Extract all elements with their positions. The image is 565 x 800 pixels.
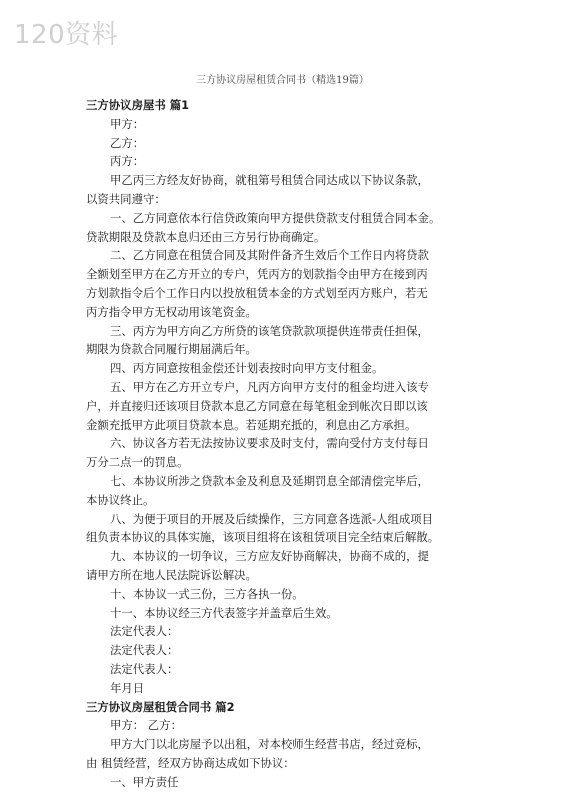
text-line: 丙方： (110, 154, 145, 169)
text-line: 一、甲方责任 (110, 774, 179, 789)
text-line: 组负责本协议的具体实施，该项目组将在该租赁项目完全结束后解散。 (86, 530, 440, 545)
text-line: 十、本协议一式三份，三方各执一份。 (110, 586, 304, 601)
text-line: 乙方： (110, 135, 145, 150)
text-line: 法定代表人： (110, 643, 179, 658)
text-line: 十一、本协议经三方代表签字并盖章后生效。 (110, 605, 338, 620)
text-line: 九、本协议的一切争议，三方应友好协商解决，协商不成的，提 (110, 549, 429, 564)
text-line: 一、乙方同意依本行信贷政策向甲方提供贷款支付租赁合同本金。 (110, 210, 441, 225)
text-line: 由 租赁经营，经双方协商达成如下协议： (86, 755, 295, 770)
text-line: 三、丙方为甲方向乙方所贷的该笔贷款款项提供连带责任担保， (110, 323, 429, 338)
text-line: 六、协议各方若无法按协议要求及时支付，需向受付方支付每日 (110, 436, 429, 451)
watermark-logo: 120资料 (14, 20, 119, 50)
section-heading: 三方协议房屋租赁合同书 篇2 (86, 699, 235, 714)
text-line: 全额划至甲方在乙方开立的专户，凭丙方的划款指令由甲方在接到丙 (86, 267, 428, 282)
text-line: 期限为贷款合同履行期届满后年。 (86, 342, 257, 357)
text-line: 甲方大门以北房屋予以出租，对本校师生经营书店，经过竞标， (110, 737, 429, 752)
text-line: 七、本协议所涉之贷款本金及利息及延期罚息全部清偿完毕后， (110, 473, 429, 488)
text-line: 金额充抵甲方此项目贷款本息。若延期充抵的，利息由乙方承担。 (86, 417, 417, 432)
text-line: 五、甲方在乙方开立专户，凡丙方向甲方支付的租金均进入该专 (110, 379, 429, 394)
text-line: 贷款期限及贷款本息归还由三方另行协商确定。 (86, 229, 326, 244)
text-line: 以资共同遵守： (86, 191, 166, 206)
text-line: 二、乙方同意在租赁合同及其附件备齐生效后个工作日内将贷款 (110, 248, 429, 263)
text-line: 户，并直接归还该项目贷款本息乙方同意在每笔租金到帐次日即以该 (86, 398, 428, 413)
text-line: 本协议终止。 (86, 492, 155, 507)
text-line: 万分二点一的罚息。 (86, 455, 189, 470)
text-line: 法定代表人： (110, 624, 179, 639)
text-line: 法定代表人： (110, 661, 179, 676)
text-line: 四、丙方同意按租金偿还计划表按时向甲方支付租金。 (110, 361, 384, 376)
section-heading: 三方协议房屋书 篇1 (86, 98, 190, 112)
text-line: 甲乙丙三方经友好协商，就租第号租赁合同达成以下协议条款， (110, 173, 429, 188)
text-line: 甲方： 乙方： (110, 718, 182, 733)
text-line: 请甲方所在地人民法院诉讼解决。 (86, 567, 257, 582)
text-line: 丙方指令甲方无权动用该笔资金。 (86, 304, 257, 319)
document-body (86, 96, 492, 791)
text-line: 年月日 (110, 680, 145, 695)
text-line: 八、为便于项目的开展及后续操作，三方同意各选派-人组成项目 (110, 511, 434, 526)
text-line: 方划款指令后个工作日内以投放租赁本金的方式划至丙方账户，若无 (86, 285, 428, 300)
document-title: 三方协议房屋租赁合同书（精选19篇） (196, 75, 369, 86)
text-line: 甲方： (110, 116, 145, 131)
